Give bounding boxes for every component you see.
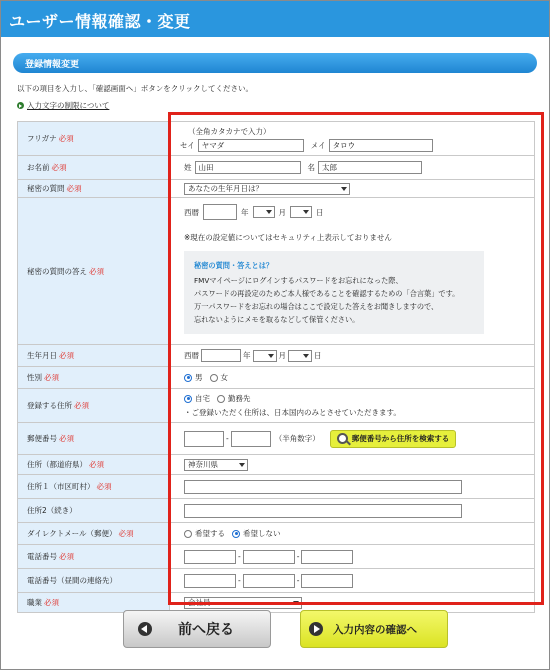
chevron-down-icon — [268, 354, 274, 358]
address-work-radio[interactable] — [217, 395, 225, 403]
first-name-input[interactable] — [318, 161, 422, 174]
zip-note: （半角数字） — [274, 434, 320, 443]
input-limit-link-text: 入力文字の制限について — [27, 101, 110, 110]
job-row — [17, 593, 535, 613]
gender-female-label: 女 — [220, 373, 228, 382]
furigana-row — [17, 122, 535, 156]
secret-answer-field — [170, 198, 534, 344]
daytime-phone-number-input[interactable] — [301, 574, 353, 588]
required-mark: 必須 — [66, 184, 82, 193]
dm-no-radio[interactable] — [232, 530, 240, 538]
name-label: お名前 必須 — [18, 156, 170, 179]
secret-answer-era: 西暦 — [184, 207, 199, 217]
dm-field — [170, 523, 534, 544]
secret-question-field — [170, 180, 534, 197]
address2-label: 住所2（続き） — [18, 499, 170, 522]
arrow-bullet-icon — [17, 102, 24, 109]
address2-input[interactable] — [184, 504, 462, 518]
birthday-month-select[interactable] — [253, 350, 277, 362]
address1-label: 住所１（市区町村） 必須 — [18, 475, 170, 498]
dm-label: ダイレクトメール（郵便） 必須 — [18, 523, 170, 544]
required-mark: 必須 — [59, 552, 74, 561]
chevron-down-icon — [293, 601, 299, 605]
address-type-field — [170, 389, 534, 422]
required-mark: 必須 — [59, 351, 74, 360]
birthday-day-select[interactable] — [288, 350, 312, 362]
last-name-input[interactable] — [195, 161, 301, 174]
input-limit-link[interactable] — [17, 100, 109, 111]
zip-first-input[interactable] — [184, 431, 224, 447]
chevron-down-icon — [303, 354, 309, 358]
dm-row — [17, 523, 535, 545]
phone-area-input[interactable] — [184, 550, 236, 564]
last-name-label: 姓 — [184, 163, 192, 172]
address2-field — [170, 499, 534, 522]
zip-field: - （半角数字） 郵便番号から住所を検索する — [170, 423, 534, 454]
secret-question-select[interactable]: あなたの生年月日は？ — [184, 183, 350, 195]
secret-help-title: 秘密の質問・答えとは？ — [194, 261, 274, 270]
chevron-down-icon — [303, 210, 309, 214]
section-title: 登録情報変更 — [13, 53, 537, 73]
registration-form — [17, 121, 535, 613]
address-home-label: 自宅 — [195, 394, 210, 403]
daytime-phone-label: 電話番号（昼間の連絡先） — [18, 569, 170, 592]
required-mark: 必須 — [96, 482, 112, 491]
secret-help-line: 万一パスワードをお忘れの場合はここで設定した答えをお聞きしますので、 — [194, 302, 439, 311]
arrow-left-icon — [138, 622, 152, 636]
furigana-field — [170, 122, 534, 155]
required-mark: 必須 — [51, 163, 67, 172]
address1-input[interactable] — [184, 480, 462, 494]
birthday-year-input[interactable] — [201, 349, 241, 362]
required-mark: 必須 — [44, 598, 59, 607]
birthday-year-unit: 年 — [243, 351, 251, 360]
required-mark: 必須 — [58, 134, 74, 143]
job-label: 職業 必須 — [18, 593, 170, 612]
search-icon — [337, 433, 348, 444]
chevron-down-icon — [341, 187, 347, 191]
daytime-phone-field: - - — [170, 569, 534, 592]
phone-field: - - — [170, 545, 534, 568]
phone-label: 電話番号 必須 — [18, 545, 170, 568]
gender-field — [170, 367, 534, 388]
chevron-down-icon — [239, 463, 245, 467]
security-note: ※現在の設定値についてはセキュリティ上表示しておりません — [184, 233, 392, 242]
birthday-era: 西暦 — [184, 351, 199, 360]
phone-row — [17, 545, 535, 569]
zip-label: 郵便番号 必須 — [18, 423, 170, 454]
secret-answer-year-unit: 年 — [241, 207, 249, 217]
mei-input[interactable] — [329, 139, 433, 152]
birthday-day-unit: 日 — [314, 351, 322, 360]
secret-help-line: パスワードの再設定のためご本人様であることを確認するための「合言葉」です。 — [194, 289, 460, 298]
zip-row — [17, 423, 535, 455]
phone-number-input[interactable] — [301, 550, 353, 564]
sei-label: セイ — [180, 140, 195, 150]
required-mark: 必須 — [59, 434, 74, 443]
daytime-phone-row — [17, 569, 535, 593]
required-mark: 必須 — [44, 373, 59, 382]
arrow-right-icon — [309, 622, 323, 636]
gender-female-radio[interactable] — [210, 374, 218, 382]
secret-answer-day-select[interactable] — [290, 206, 312, 218]
prefecture-select[interactable]: 神奈川県 — [184, 459, 248, 471]
confirm-button[interactable]: 入力内容の確認へ — [300, 610, 448, 648]
dm-no-label: 希望しない — [243, 529, 281, 538]
name-row — [17, 156, 535, 180]
secret-answer-year-input[interactable] — [203, 204, 237, 220]
job-select[interactable]: 会社員 — [184, 597, 302, 609]
secret-answer-month-unit: 月 — [278, 207, 286, 217]
address-home-radio[interactable] — [184, 395, 192, 403]
required-mark: 必須 — [74, 401, 89, 410]
secret-answer-month-select[interactable] — [253, 206, 275, 218]
secret-question-label: 秘密の質問 必須 — [18, 180, 170, 197]
required-mark: 必須 — [89, 266, 104, 276]
dm-yes-label: 希望する — [195, 529, 225, 538]
gender-row — [17, 367, 535, 389]
required-mark: 必須 — [118, 529, 134, 538]
sei-input[interactable] — [198, 139, 304, 152]
secret-answer-label: 秘密の質問の答え 必須 — [18, 198, 170, 344]
first-name-label: 名 — [307, 163, 315, 172]
daytime-phone-area-input[interactable] — [184, 574, 236, 588]
address2-row — [17, 499, 535, 523]
secret-help-box — [184, 251, 484, 334]
birthday-field — [170, 345, 534, 366]
address-type-label: 登録する住所 必須 — [18, 389, 170, 422]
chevron-down-icon — [266, 210, 272, 214]
intro-text: 以下の項目を入力し、「確認画面へ」ボタンをクリックしてください。 — [17, 84, 253, 93]
secret-question-row — [17, 180, 535, 198]
address-type-row — [17, 389, 535, 423]
address-work-label: 勤務先 — [228, 394, 251, 403]
secret-help-line: FMVマイページにログインするパスワードをお忘れになった際、 — [194, 276, 403, 285]
birthday-row — [17, 345, 535, 367]
address1-row — [17, 475, 535, 499]
zip-second-input[interactable] — [231, 431, 271, 447]
zip-search-button[interactable]: 郵便番号から住所を検索する — [330, 430, 457, 448]
mei-label: メイ — [310, 140, 326, 150]
secret-answer-row — [17, 198, 535, 345]
prefecture-field — [170, 455, 534, 474]
address1-field — [170, 475, 534, 498]
address-note: ・ご登録いただく住所は、日本国内のみとさせていただきます。 — [184, 408, 401, 417]
gender-label: 性別 必須 — [18, 367, 170, 388]
required-mark: 必須 — [89, 460, 104, 469]
dm-yes-radio[interactable] — [184, 530, 192, 538]
furigana-note: （全角カタカナで入力） — [188, 126, 271, 136]
prefecture-label: 住所（都道府県） 必須 — [18, 455, 170, 474]
phone-local-input[interactable] — [243, 550, 295, 564]
back-button[interactable]: 前へ戻る — [123, 610, 271, 648]
page-title: ユーザー情報確認・変更 — [1, 1, 549, 37]
gender-male-label: 男 — [195, 373, 203, 382]
furigana-label: フリガナ 必須 — [18, 122, 170, 155]
secret-help-line: 忘れないようにメモを取るなどして保管ください。 — [194, 315, 360, 324]
prefecture-row — [17, 455, 535, 475]
daytime-phone-local-input[interactable] — [243, 574, 295, 588]
birthday-month-unit: 月 — [278, 351, 286, 360]
name-field — [170, 156, 534, 179]
birthday-label: 生年月日 必須 — [18, 345, 170, 366]
secret-answer-day-unit: 日 — [316, 207, 324, 217]
gender-male-radio[interactable] — [184, 374, 192, 382]
